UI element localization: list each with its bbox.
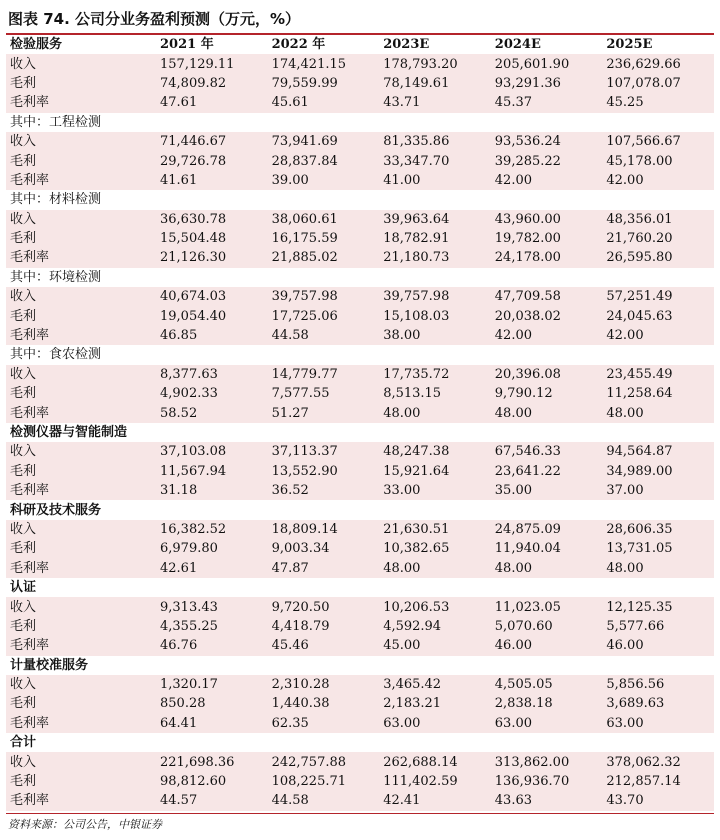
table-cell: 242,757.88 <box>268 752 380 771</box>
table-cell: 63.00 <box>491 714 603 733</box>
table-cell: 4,902.33 <box>156 384 268 403</box>
table-cell: 9,313.43 <box>156 597 268 616</box>
table-cell: 36,630.78 <box>156 210 268 229</box>
table-cell: 23,455.49 <box>602 365 714 384</box>
table-cell: 23,641.22 <box>491 462 603 481</box>
footer-divider <box>6 813 714 814</box>
table-cell: 31.18 <box>156 481 268 500</box>
subsegment-header-row <box>6 190 714 209</box>
table-cell: 16,382.52 <box>156 520 268 539</box>
table-cell: 41.00 <box>379 171 491 190</box>
table-cell: 28,606.35 <box>602 520 714 539</box>
table-cell: 18,782.91 <box>379 229 491 248</box>
source-note: 资料来源：公司公告，中银证券 <box>8 818 162 831</box>
table-cell: 9,790.12 <box>491 384 603 403</box>
table-cell: 47,709.58 <box>491 287 603 306</box>
table-row <box>6 132 714 151</box>
table-cell: 45.37 <box>491 93 603 112</box>
table-row <box>6 462 714 481</box>
table-cell: 51.27 <box>268 403 380 422</box>
table-cell: 73,941.69 <box>268 132 380 151</box>
table-cell: 67,546.33 <box>491 442 603 461</box>
table-cell: 5,856.56 <box>602 675 714 694</box>
segment-header-row <box>6 500 714 519</box>
row-label: 毛利 <box>6 151 156 170</box>
table-cell: 174,421.15 <box>268 54 380 73</box>
table-cell: 4,355.25 <box>156 617 268 636</box>
table-cell: 47.61 <box>156 93 268 112</box>
header-cell-2022: 2022 年 <box>271 37 326 53</box>
table-cell: 4,418.79 <box>268 617 380 636</box>
table-cell: 63.00 <box>379 714 491 733</box>
row-label: 收入 <box>6 520 156 539</box>
subsegment-title: 其中：材料检测 <box>6 190 714 209</box>
table-cell: 37,113.37 <box>268 442 380 461</box>
table-cell: 43.70 <box>602 791 714 810</box>
table-cell: 42.61 <box>156 559 268 578</box>
table-cell: 29,726.78 <box>156 151 268 170</box>
table-cell: 74,809.82 <box>156 74 268 93</box>
table-row <box>6 675 714 694</box>
subsegment-header-row <box>6 345 714 364</box>
table-cell: 43,960.00 <box>491 210 603 229</box>
table-cell: 6,979.80 <box>156 539 268 558</box>
table-cell: 313,862.00 <box>491 752 603 771</box>
table-row <box>6 617 714 636</box>
table-row <box>6 210 714 229</box>
table-cell: 21,885.02 <box>268 248 380 267</box>
table-cell: 5,070.60 <box>491 617 603 636</box>
table-row <box>6 694 714 713</box>
subsegment-title: 其中：环境检测 <box>6 268 714 287</box>
table-cell: 212,857.14 <box>602 772 714 791</box>
table-cell: 35.00 <box>491 481 603 500</box>
table-row <box>6 171 714 190</box>
table-cell: 1,320.17 <box>156 675 268 694</box>
table-cell: 21,760.20 <box>602 229 714 248</box>
row-label: 毛利率 <box>6 791 156 810</box>
table-cell: 178,793.20 <box>379 54 491 73</box>
row-label: 毛利 <box>6 74 156 93</box>
table-row <box>6 151 714 170</box>
table-cell: 58.52 <box>156 403 268 422</box>
table-cell: 7,577.55 <box>268 384 380 403</box>
table-cell: 42.41 <box>379 791 491 810</box>
table-cell: 38.00 <box>379 326 491 345</box>
table-cell: 98,812.60 <box>156 772 268 791</box>
figure-title: 图表 74. 公司分业务盈利预测（万元，%） <box>8 10 301 28</box>
table-cell: 221,698.36 <box>156 752 268 771</box>
row-label: 收入 <box>6 132 156 151</box>
row-label: 毛利 <box>6 617 156 636</box>
table-cell: 5,577.66 <box>602 617 714 636</box>
table-row <box>6 54 714 73</box>
row-label: 毛利率 <box>6 248 156 267</box>
table-cell: 39,285.22 <box>491 151 603 170</box>
table-cell: 44.58 <box>268 791 380 810</box>
table-cell: 13,552.90 <box>268 462 380 481</box>
table-cell: 9,003.34 <box>268 539 380 558</box>
segment-title: 认证 <box>6 578 714 597</box>
segment-title: 计量校准服务 <box>6 656 714 675</box>
table-cell: 41.61 <box>156 171 268 190</box>
subsegment-title: 其中：食农检测 <box>6 345 714 364</box>
table-row <box>6 772 714 791</box>
row-label: 毛利 <box>6 229 156 248</box>
table-body <box>6 54 714 810</box>
subsegment-header-row <box>6 268 714 287</box>
header-cell-segment: 检验服务 <box>10 37 63 53</box>
table-cell: 40,674.03 <box>156 287 268 306</box>
row-label: 毛利 <box>6 306 156 325</box>
table-row <box>6 384 714 403</box>
table-cell: 48.00 <box>491 403 603 422</box>
table-cell: 8,513.15 <box>379 384 491 403</box>
row-label: 收入 <box>6 597 156 616</box>
table-cell: 39,757.98 <box>268 287 380 306</box>
table-cell: 42.00 <box>602 326 714 345</box>
row-label: 毛利 <box>6 462 156 481</box>
row-label: 收入 <box>6 210 156 229</box>
table-row <box>6 287 714 306</box>
segment-title: 检测仪器与智能制造 <box>6 423 714 442</box>
table-cell: 15,921.64 <box>379 462 491 481</box>
table-cell: 11,258.64 <box>602 384 714 403</box>
row-label: 收入 <box>6 675 156 694</box>
header-cell-2025e: 2025E <box>606 37 653 53</box>
table-cell: 21,126.30 <box>156 248 268 267</box>
table-cell: 45.00 <box>379 636 491 655</box>
table-cell: 20,038.02 <box>491 306 603 325</box>
table-cell: 157,129.11 <box>156 54 268 73</box>
table-cell: 20,396.08 <box>491 365 603 384</box>
table-row <box>6 93 714 112</box>
table-cell: 39,963.64 <box>379 210 491 229</box>
table-cell: 15,108.03 <box>379 306 491 325</box>
table-cell: 47.87 <box>268 559 380 578</box>
segment-title: 合计 <box>6 733 714 752</box>
row-label: 收入 <box>6 752 156 771</box>
table-cell: 26,595.80 <box>602 248 714 267</box>
table-cell: 57,251.49 <box>602 287 714 306</box>
table-cell: 71,446.67 <box>156 132 268 151</box>
table-cell: 17,735.72 <box>379 365 491 384</box>
table-row <box>6 597 714 616</box>
table-cell: 378,062.32 <box>602 752 714 771</box>
table-cell: 33,347.70 <box>379 151 491 170</box>
table-cell: 42.00 <box>491 326 603 345</box>
table-cell: 11,023.05 <box>491 597 603 616</box>
table-cell: 17,725.06 <box>268 306 380 325</box>
table-cell: 39,757.98 <box>379 287 491 306</box>
table-cell: 19,054.40 <box>156 306 268 325</box>
row-label: 收入 <box>6 54 156 73</box>
row-label: 毛利 <box>6 384 156 403</box>
row-label: 毛利率 <box>6 714 156 733</box>
table-cell: 24,178.00 <box>491 248 603 267</box>
table-cell: 43.71 <box>379 93 491 112</box>
row-label: 收入 <box>6 365 156 384</box>
table-cell: 2,310.28 <box>268 675 380 694</box>
table-row <box>6 403 714 422</box>
table-cell: 45.25 <box>602 93 714 112</box>
table-row <box>6 326 714 345</box>
table-cell: 37,103.08 <box>156 442 268 461</box>
table-cell: 38,060.61 <box>268 210 380 229</box>
table-cell: 37.00 <box>602 481 714 500</box>
table-row <box>6 636 714 655</box>
table-cell: 24,875.09 <box>491 520 603 539</box>
table-row <box>6 442 714 461</box>
row-label: 毛利 <box>6 694 156 713</box>
subsegment-header-row <box>6 113 714 132</box>
table-row <box>6 714 714 733</box>
subsegment-title: 其中：工程检测 <box>6 113 714 132</box>
table-cell: 33.00 <box>379 481 491 500</box>
table-cell: 3,689.63 <box>602 694 714 713</box>
table-cell: 46.85 <box>156 326 268 345</box>
table-cell: 21,630.51 <box>379 520 491 539</box>
table-cell: 14,779.77 <box>268 365 380 384</box>
row-label: 收入 <box>6 287 156 306</box>
segment-header-row <box>6 578 714 597</box>
table-cell: 94,564.87 <box>602 442 714 461</box>
table-cell: 78,149.61 <box>379 74 491 93</box>
table-cell: 45.46 <box>268 636 380 655</box>
table-cell: 108,225.71 <box>268 772 380 791</box>
table-cell: 4,592.94 <box>379 617 491 636</box>
table-cell: 4,505.05 <box>491 675 603 694</box>
table-cell: 48,356.01 <box>602 210 714 229</box>
row-label: 毛利率 <box>6 403 156 422</box>
table-cell: 11,567.94 <box>156 462 268 481</box>
segment-header-row <box>6 733 714 752</box>
table-cell: 9,720.50 <box>268 597 380 616</box>
table-cell: 34,989.00 <box>602 462 714 481</box>
table-cell: 8,377.63 <box>156 365 268 384</box>
row-label: 毛利率 <box>6 93 156 112</box>
table-cell: 64.41 <box>156 714 268 733</box>
table-cell: 46.76 <box>156 636 268 655</box>
table-cell: 46.00 <box>491 636 603 655</box>
table-cell: 136,936.70 <box>491 772 603 791</box>
table-cell: 42.00 <box>602 171 714 190</box>
table-cell: 15,504.48 <box>156 229 268 248</box>
table-cell: 93,536.24 <box>491 132 603 151</box>
table-cell: 10,382.65 <box>379 539 491 558</box>
table-cell: 107,566.67 <box>602 132 714 151</box>
table-cell: 36.52 <box>268 481 380 500</box>
table-cell: 13,731.05 <box>602 539 714 558</box>
table-row <box>6 229 714 248</box>
table-cell: 48.00 <box>491 559 603 578</box>
row-label: 毛利 <box>6 539 156 558</box>
table-row <box>6 365 714 384</box>
table-cell: 262,688.14 <box>379 752 491 771</box>
table-cell: 850.28 <box>156 694 268 713</box>
table-row <box>6 791 714 810</box>
table-cell: 107,078.07 <box>602 74 714 93</box>
row-label: 毛利率 <box>6 171 156 190</box>
row-label: 毛利 <box>6 772 156 791</box>
table-row <box>6 520 714 539</box>
table-cell: 48,247.38 <box>379 442 491 461</box>
table-cell: 3,465.42 <box>379 675 491 694</box>
table-cell: 45,178.00 <box>602 151 714 170</box>
table-cell: 2,838.18 <box>491 694 603 713</box>
table-cell: 39.00 <box>268 171 380 190</box>
row-label: 收入 <box>6 442 156 461</box>
table-cell: 79,559.99 <box>268 74 380 93</box>
segment-header-row <box>6 656 714 675</box>
table-row <box>6 539 714 558</box>
table-cell: 48.00 <box>602 559 714 578</box>
table-row <box>6 306 714 325</box>
table-cell: 21,180.73 <box>379 248 491 267</box>
table-cell: 44.57 <box>156 791 268 810</box>
table-cell: 81,335.86 <box>379 132 491 151</box>
table-cell: 43.63 <box>491 791 603 810</box>
row-label: 毛利率 <box>6 636 156 655</box>
table-cell: 28,837.84 <box>268 151 380 170</box>
header-cell-2021: 2021 年 <box>160 37 214 53</box>
row-label: 毛利率 <box>6 326 156 345</box>
table-row <box>6 752 714 771</box>
header-cell-2023e: 2023E <box>383 37 430 53</box>
segment-header-row <box>6 423 714 442</box>
table-cell: 111,402.59 <box>379 772 491 791</box>
profit-forecast-table <box>6 35 714 811</box>
table-cell: 11,940.04 <box>491 539 603 558</box>
table-cell: 12,125.35 <box>602 597 714 616</box>
table-header-row <box>6 35 714 54</box>
table-cell: 18,809.14 <box>268 520 380 539</box>
segment-title: 科研及技术服务 <box>6 500 714 519</box>
table-cell: 42.00 <box>491 171 603 190</box>
table-cell: 63.00 <box>602 714 714 733</box>
table-cell: 44.58 <box>268 326 380 345</box>
header-cell-2024e: 2024E <box>494 37 541 53</box>
row-label: 毛利率 <box>6 481 156 500</box>
table-cell: 205,601.90 <box>491 54 603 73</box>
table-cell: 1,440.38 <box>268 694 380 713</box>
table-cell: 10,206.53 <box>379 597 491 616</box>
table-cell: 19,782.00 <box>491 229 603 248</box>
table-cell: 48.00 <box>379 403 491 422</box>
table-cell: 2,183.21 <box>379 694 491 713</box>
table-row <box>6 248 714 267</box>
table-row <box>6 74 714 93</box>
table-cell: 62.35 <box>268 714 380 733</box>
table-cell: 93,291.36 <box>491 74 603 93</box>
table-row <box>6 559 714 578</box>
table-cell: 236,629.66 <box>602 54 714 73</box>
table-cell: 48.00 <box>602 403 714 422</box>
row-label: 毛利率 <box>6 559 156 578</box>
table-cell: 46.00 <box>602 636 714 655</box>
table-cell: 45.61 <box>268 93 380 112</box>
table-cell: 16,175.59 <box>268 229 380 248</box>
table-cell: 48.00 <box>379 559 491 578</box>
table-row <box>6 481 714 500</box>
table-cell: 24,045.63 <box>602 306 714 325</box>
